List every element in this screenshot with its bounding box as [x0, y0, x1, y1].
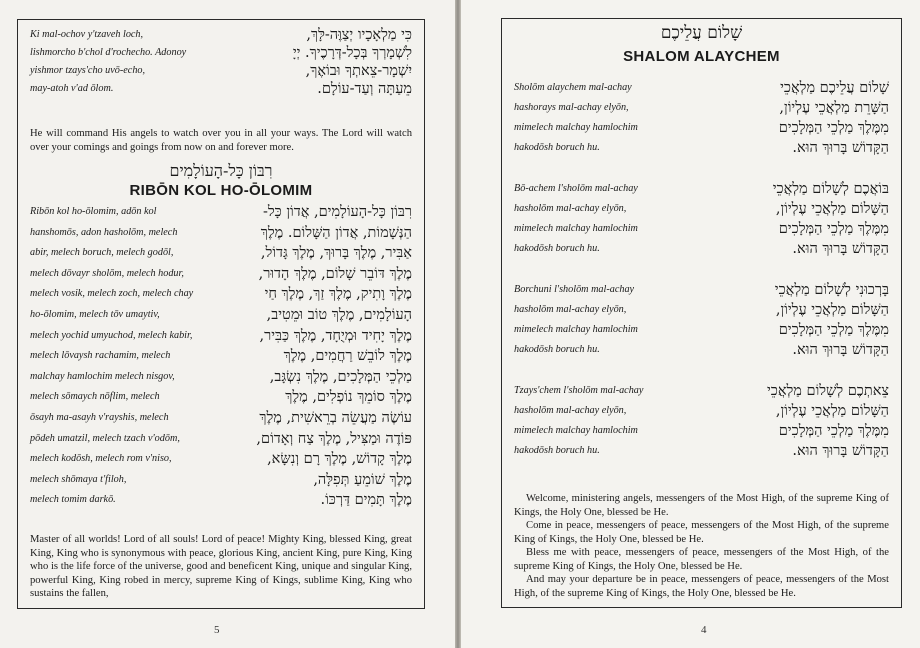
ribon-title: RIBŌN KOL HO-ŌLOMIM [129, 182, 313, 199]
left-page-frame [17, 19, 425, 609]
stanza-line [502, 281, 901, 301]
transliteration: yishmor tzays'cho uvō-echo, [30, 65, 146, 76]
stanza-line [502, 402, 901, 422]
hebrew-text: מֶלֶךְ שׁוֹמֵעַ תְּפִלָּה, [313, 471, 412, 488]
transliteration: may-atoh v'ad ōlom. [30, 83, 114, 94]
hebrew-text: בּוֹאֲכֶם לְשָׁלוֹם מַלְאֲכֵי [772, 181, 889, 197]
hebrew-text: אַבִּיר, מֶלֶךְ בָּרוּךְ, מֶלֶךְ גָּדוֹל, [260, 245, 412, 262]
transliteration: mimelech malchay hamlochim [514, 122, 638, 133]
ribon-line [18, 265, 424, 286]
verse-block [18, 26, 424, 98]
transliteration: lishmorcho b'chol d'rochecho. Adonoy [30, 47, 187, 58]
transliteration: Sholōm alaychem mal-achay [514, 82, 632, 93]
stanza-line [502, 442, 901, 462]
page-number: 5 [214, 624, 220, 636]
hebrew-text: מֵעַתָּה וְעַד-עוֹלָם. [317, 81, 412, 97]
transliteration: mimelech malchay hamlochim [514, 425, 638, 436]
stanza-line [502, 341, 901, 361]
hebrew-text: הַקָּדוֹשׁ בָּרוּךְ הוּא. [792, 342, 889, 358]
page-number: 4 [701, 624, 707, 636]
ribon-line [18, 491, 424, 512]
stanza-line [502, 119, 901, 139]
ribon-line [18, 409, 424, 430]
stanza-line [502, 99, 901, 119]
transliteration: hashorays mal-achay elyōn, [514, 102, 629, 113]
hebrew-text: מֶלֶךְ תָּמִים דַּרְכּוֹ. [320, 492, 412, 509]
transliteration: melech yochid umyuchod, melech kabir, [30, 329, 193, 341]
hebrew-text: לִשְׁמָרְךָ בְּכָל-דְּרָכֶיךָ. יְיָ [292, 45, 412, 61]
ribon-line [18, 327, 424, 348]
ribon-line [18, 450, 424, 471]
ribon-line [18, 430, 424, 451]
hebrew-text: מֶלֶךְ לוֹבֵשׁ רַחֲמִים, מֶלֶךְ [283, 348, 412, 365]
ribon-line [18, 471, 424, 492]
stanza-line [502, 220, 901, 240]
transliteration: melech shōmaya t'filoh, [30, 473, 127, 485]
transliteration: Borchuni l'sholōm mal-achay [514, 284, 635, 295]
hebrew-text: הַשָּׁרֵת מַלְאֲכֵי עֶלְיוֹן, [779, 100, 889, 116]
stanza-line [502, 321, 901, 341]
transliteration: pōdeh umatzil, melech tzach v'odōm, [30, 432, 180, 444]
verse-line [18, 80, 424, 98]
hebrew-text: מִמֶּלֶךְ מַלְכֵי הַמְּלָכִים [778, 120, 889, 136]
transliteration: ho-ōlomim, melech tōv umaytiv, [30, 308, 160, 320]
hebrew-text: מֶלֶךְ יָחִיד וּמְיֻחָד, מֶלֶךְ כַּבִּיר, [259, 327, 412, 344]
right-page [461, 0, 920, 648]
transliteration: melech tomim darkō. [30, 494, 116, 506]
hebrew-text: הַנְּשָׁמוֹת, אֲדוֹן הַשָּׁלוֹם. מֶלֶךְ [260, 224, 412, 241]
transliteration: hasholōm mal-achay elyōn, [514, 405, 627, 416]
transliteration: melech sōmaych nōflim, melech [30, 391, 160, 403]
hebrew-text: פּוֹדֶה וּמַצִּיל, מֶלֶךְ צַח וְאָדוֹם, [256, 430, 412, 447]
transliteration: hasholōm mal-achay elyōn, [514, 304, 627, 315]
stanza-line [502, 139, 901, 159]
transliteration: melech lōvaysh rachamim, melech [30, 350, 171, 362]
translation-paragraph: Come in peace, messengers of peace, messengers of the Most High, of the supreme King of Kings, the Holy One, blessed be He. [514, 520, 889, 545]
hebrew-text: כִּי מַלְאָכָיו יְצַוֶּה-לָּךְ, [306, 27, 412, 43]
ribon-line [18, 306, 424, 327]
ribon-line [18, 347, 424, 368]
hebrew-text: יִשְׁמָר-צֵאתְךָ וּבוֹאֶךָ, [305, 63, 412, 79]
ribon-hebrew-title: רִבּוֹן כָּל-הָעוֹלָמִים [169, 161, 273, 180]
stanza-line [502, 180, 901, 200]
verse-line [18, 26, 424, 44]
stanza-line [502, 301, 901, 321]
hebrew-text: מֶלֶךְ סוֹמֵךְ נוֹפְלִים, מֶלֶךְ [285, 389, 412, 406]
ribon-line [18, 285, 424, 306]
transliteration: Bō-achem l'sholōm mal-achay [514, 183, 638, 194]
transliteration: Ribōn kol ho-ōlomim, adōn kol [30, 206, 157, 217]
hebrew-text: צֵאתְכֶם לְשָׁלוֹם מַלְאֲכֵי [766, 383, 889, 399]
hebrew-text: מִמֶּלֶךְ מַלְכֵי הַמְּלָכִים [778, 221, 889, 237]
shalom-hebrew-title: שָׁלוֹם עֲלֵיכֶם [660, 23, 743, 43]
transliteration: hakodōsh boruch hu. [514, 344, 600, 355]
ribon-block [18, 203, 424, 512]
transliteration: hasholōm mal-achay elyōn, [514, 203, 627, 214]
transliteration: abir, melech boruch, melech godōl, [30, 247, 174, 259]
transliteration: hanshomōs, adon hasholōm, melech [30, 226, 178, 238]
hebrew-text: מֶלֶךְ דּוֹבֵר שָׁלוֹם, מֶלֶךְ הָדוּר, [258, 265, 412, 282]
stanza [502, 281, 901, 361]
hebrew-text: מַלְכֵי הַמְּלָכִים, מֶלֶךְ נִשְׂגָּב, [269, 368, 412, 385]
hebrew-text: הַשָּׁלוֹם מַלְאֲכֵי עֶלְיוֹן, [775, 302, 889, 318]
translation-paragraph: Bless me with peace, messengers of peace, messengers of the Most High, of the supreme King of Kings, the Holy One, blessed be He. [514, 547, 889, 572]
transliteration: melech vosik, melech zoch, melech chay [30, 288, 194, 300]
stanza [502, 382, 901, 462]
ribon-line [18, 388, 424, 409]
hebrew-text: שָׁלוֹם עֲלֵיכֶם מַלְאֲכֵי [780, 80, 889, 96]
verse-line [18, 44, 424, 62]
ribon-translation: Master of all worlds! Lord of all souls! Lord of peace! Mighty King, blessed King, great King, King who is synonymous with peace, glorious King, ancient King, pure King, King who is the life force of the universe, good and beneficent King, unique and singular King, powerful King, King robed in mercy, supreme King of Kings, sublime King, King who sustains the fallen, [30, 534, 412, 599]
hebrew-text: הַשָּׁלוֹם מַלְאֲכֵי עֶלְיוֹן, [775, 403, 889, 419]
transliteration: mimelech malchay hamlochim [514, 324, 638, 335]
transliteration: melech dōvayr sholōm, melech hodur, [30, 267, 184, 279]
transliteration: hakodōsh boruch hu. [514, 243, 600, 254]
stanza [502, 79, 901, 159]
ribon-line [18, 368, 424, 389]
transliteration: mimelech malchay hamlochim [514, 223, 638, 234]
transliteration: hakodōsh boruch hu. [514, 445, 600, 456]
ribon-line [18, 203, 424, 224]
left-page [0, 0, 455, 648]
hebrew-text: הַשָּׁלוֹם מַלְאֲכֵי עֶלְיוֹן, [775, 201, 889, 217]
hebrew-text: מֶלֶךְ קָדוֹשׁ, מֶלֶךְ רָם וְנִשָּׂא, [267, 451, 412, 468]
stanza-line [502, 79, 901, 99]
transliteration: Tzays'chem l'sholōm mal-achay [514, 385, 644, 396]
right-page-frame [501, 18, 902, 608]
hebrew-text: הַקָּדוֹשׁ בָּרוּךְ הוּא. [792, 140, 889, 156]
shalom-translation [514, 492, 889, 600]
hebrew-text: רִבּוֹן כָּל-הָעוֹלָמִים, אֲדוֹן כָּל- [262, 204, 412, 220]
transliteration: ōsayh ma-asayh v'rayshis, melech [30, 411, 169, 423]
transliteration: malchay hamlochim melech nisgov, [30, 370, 175, 382]
stanza-line [502, 240, 901, 260]
stanza-line [502, 200, 901, 220]
hebrew-text: הַקָּדוֹשׁ בָּרוּךְ הוּא. [792, 443, 889, 459]
transliteration: melech kodōsh, melech rom v'niso, [30, 453, 172, 465]
translation-paragraph: Welcome, ministering angels, messengers of the Most High, of the supreme King of Kings, the Holy One, blessed be He. [514, 493, 889, 518]
ribon-line [18, 244, 424, 265]
translation-paragraph: And may your departure be in peace, messengers of peace, messengers of the Most High, of the supreme King of Kings, the Holy One, blessed be He. [514, 574, 889, 599]
stanza-line [502, 382, 901, 402]
stanza [502, 180, 901, 260]
hebrew-text: מִמֶּלֶךְ מַלְכֵי הַמְּלָכִים [778, 423, 889, 439]
verse-translation: He will command His angels to watch over you in all your ways. The Lord will watch over your comings and goings from now on and forever more. [30, 128, 412, 153]
hebrew-text: מֶלֶךְ וָתִיק, מֶלֶךְ זַךְ, מֶלֶךְ חַי [264, 286, 412, 303]
hebrew-text: מִמֶּלֶךְ מַלְכֵי הַמְּלָכִים [778, 322, 889, 338]
stanza-line [502, 422, 901, 442]
hebrew-text: עוֹשֶׂה מַעֲשֵׂה בְרֵאשִׁית, מֶלֶךְ [259, 409, 412, 426]
transliteration: Ki mal-ochov y'tzaveh loch, [30, 29, 144, 40]
shalom-title: SHALOM ALAYCHEM [623, 48, 780, 65]
transliteration: hakodōsh boruch hu. [514, 142, 600, 153]
verse-line [18, 62, 424, 80]
hebrew-text: הָעוֹלָמִים, מֶלֶךְ טוֹב וּמֵטִיב, [266, 306, 412, 323]
hebrew-text: הַקָּדוֹשׁ בָּרוּךְ הוּא. [792, 241, 889, 257]
hebrew-text: בָּרְכוּנִי לְשָׁלוֹם מַלְאֲכֵי [774, 282, 889, 298]
ribon-line [18, 224, 424, 245]
